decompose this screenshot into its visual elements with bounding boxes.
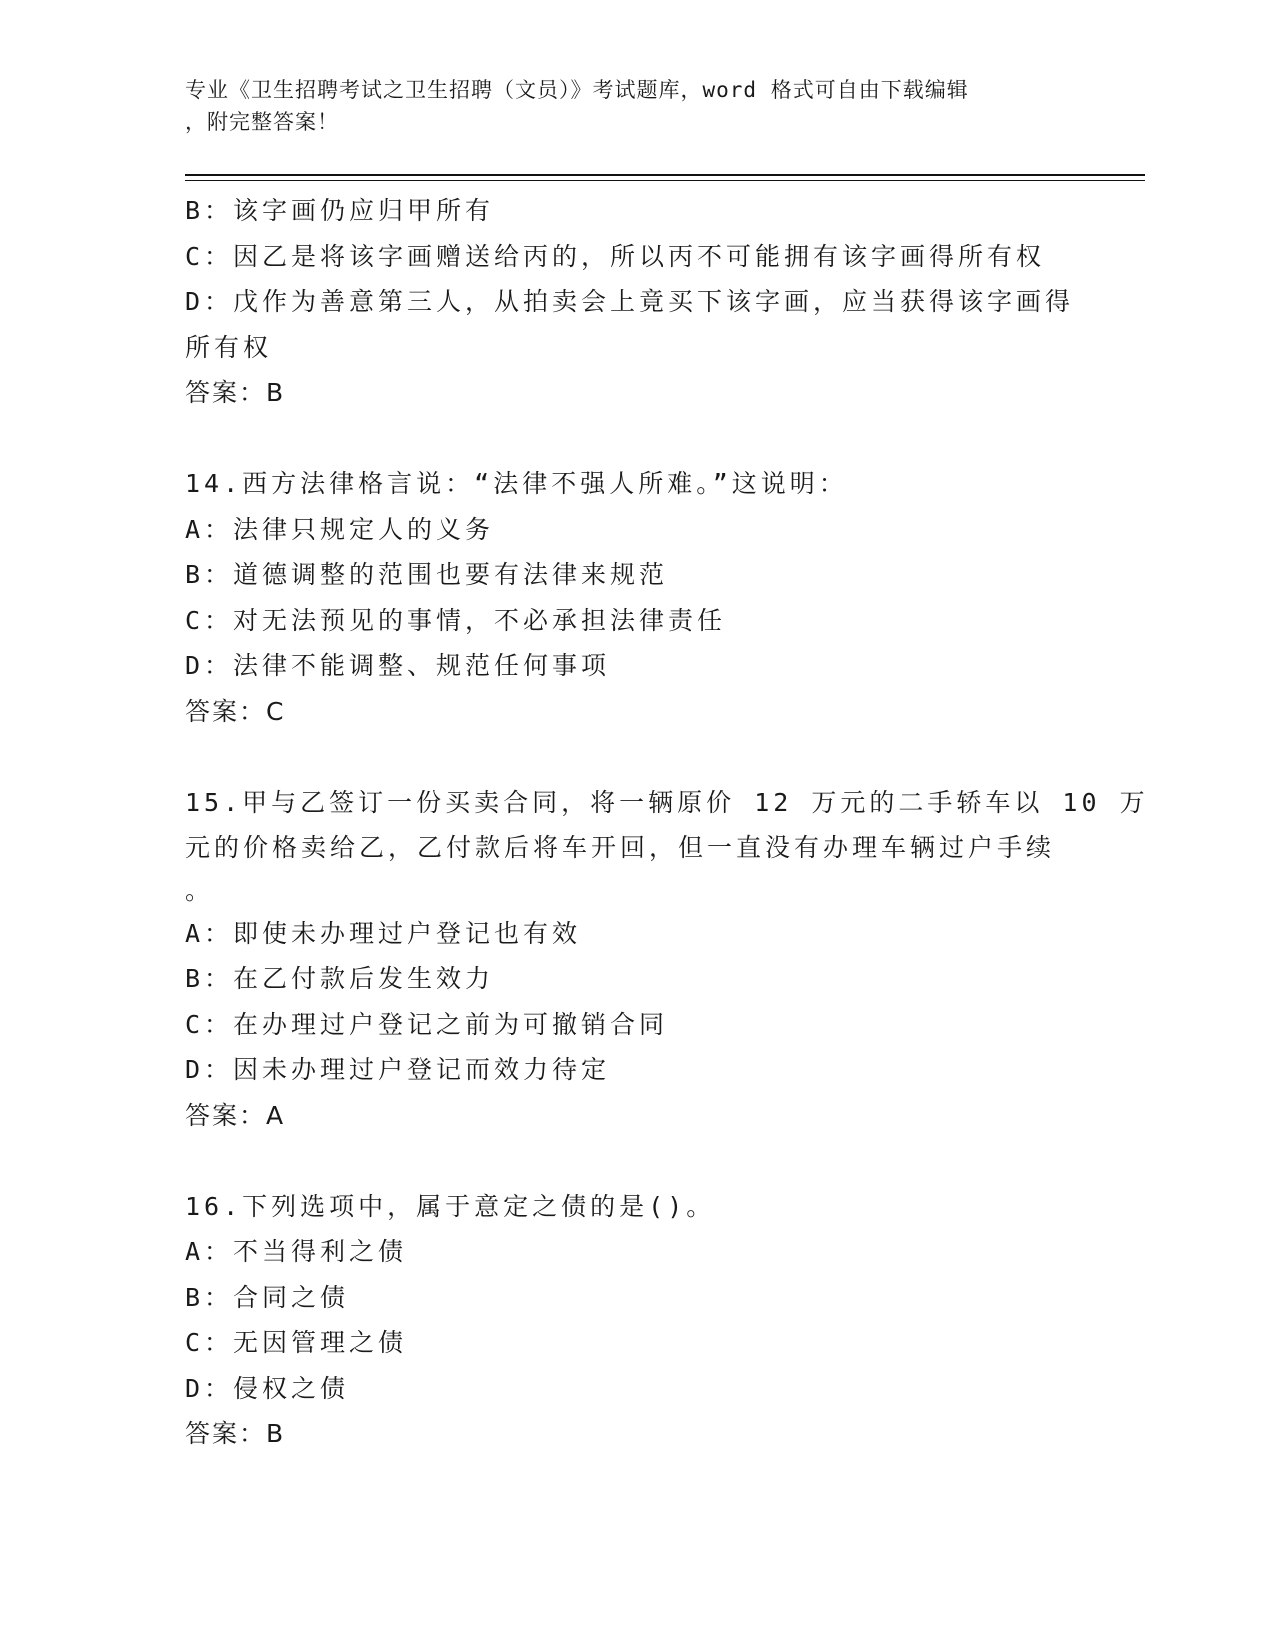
option-line: C：对无法预见的事情，不必承担法律责任 <box>185 605 727 635</box>
option-line: C：因乙是将该字画赠送给丙的，所以丙不可能拥有该字画得所有权 <box>185 241 1046 271</box>
answer-line: 答案：B <box>185 1419 286 1448</box>
document-body <box>185 188 1149 1457</box>
option-line: B：在乙付款后发生效力 <box>185 964 495 993</box>
option-line: D：戊作为善意第三人，从拍卖会上竟买下该字画，应当获得该字画得 <box>185 287 1075 316</box>
option-line: B：道德调整的范围也要有法律来规范 <box>185 560 669 589</box>
answer-line: 答案：B <box>185 378 286 407</box>
question-stem: 15.甲与乙签订一份买卖合同，将一辆原价 12 万元的二手轿车以 10 万 <box>185 787 1149 817</box>
answer-line: 答案：A <box>185 1100 286 1130</box>
question-stem: 。 <box>185 875 215 905</box>
question-16 <box>185 1184 1075 1457</box>
option-line: A：不当得利之债 <box>185 1237 408 1266</box>
option-line: B：该字画仍应归甲所有 <box>185 196 495 225</box>
question-13-continued <box>185 188 1075 416</box>
question-stem: 16.下列选项中，属于意定之债的是()。 <box>185 1191 716 1221</box>
option-line: C：无因管理之债 <box>185 1328 408 1357</box>
question-stem: 元的价格卖给乙，乙付款后将车开回，但一直没有办理车辆过户手续 <box>185 833 1056 862</box>
option-line: D：因未办理过户登记而效力待定 <box>185 1055 611 1084</box>
option-line: A：即使未办理过户登记也有效 <box>185 918 582 948</box>
option-line: 所有权 <box>185 332 273 362</box>
header-divider <box>185 174 1145 176</box>
header-divider-thin <box>185 180 1145 181</box>
answer-line: 答案：C <box>185 696 286 726</box>
option-line: C：在办理过户登记之前为可撤销合同 <box>185 1009 669 1039</box>
question-15 <box>185 780 1149 1139</box>
question-stem: 14.西方法律格言说：“法律不强人所难。”这说明： <box>185 469 848 498</box>
option-line: B：合同之债 <box>185 1282 350 1312</box>
option-line: D：法律不能调整、规范任何事项 <box>185 651 611 680</box>
option-line: A：法律只规定人的义务 <box>185 514 495 544</box>
question-14 <box>185 461 1075 734</box>
document-header <box>185 74 1065 138</box>
option-line: D：侵权之债 <box>185 1373 350 1403</box>
header-line: 专业《卫生招聘考试之卫生招聘（文员）》考试题库，word 格式可自由下载编辑 <box>185 78 969 102</box>
header-line: ，附完整答案！ <box>185 110 339 134</box>
